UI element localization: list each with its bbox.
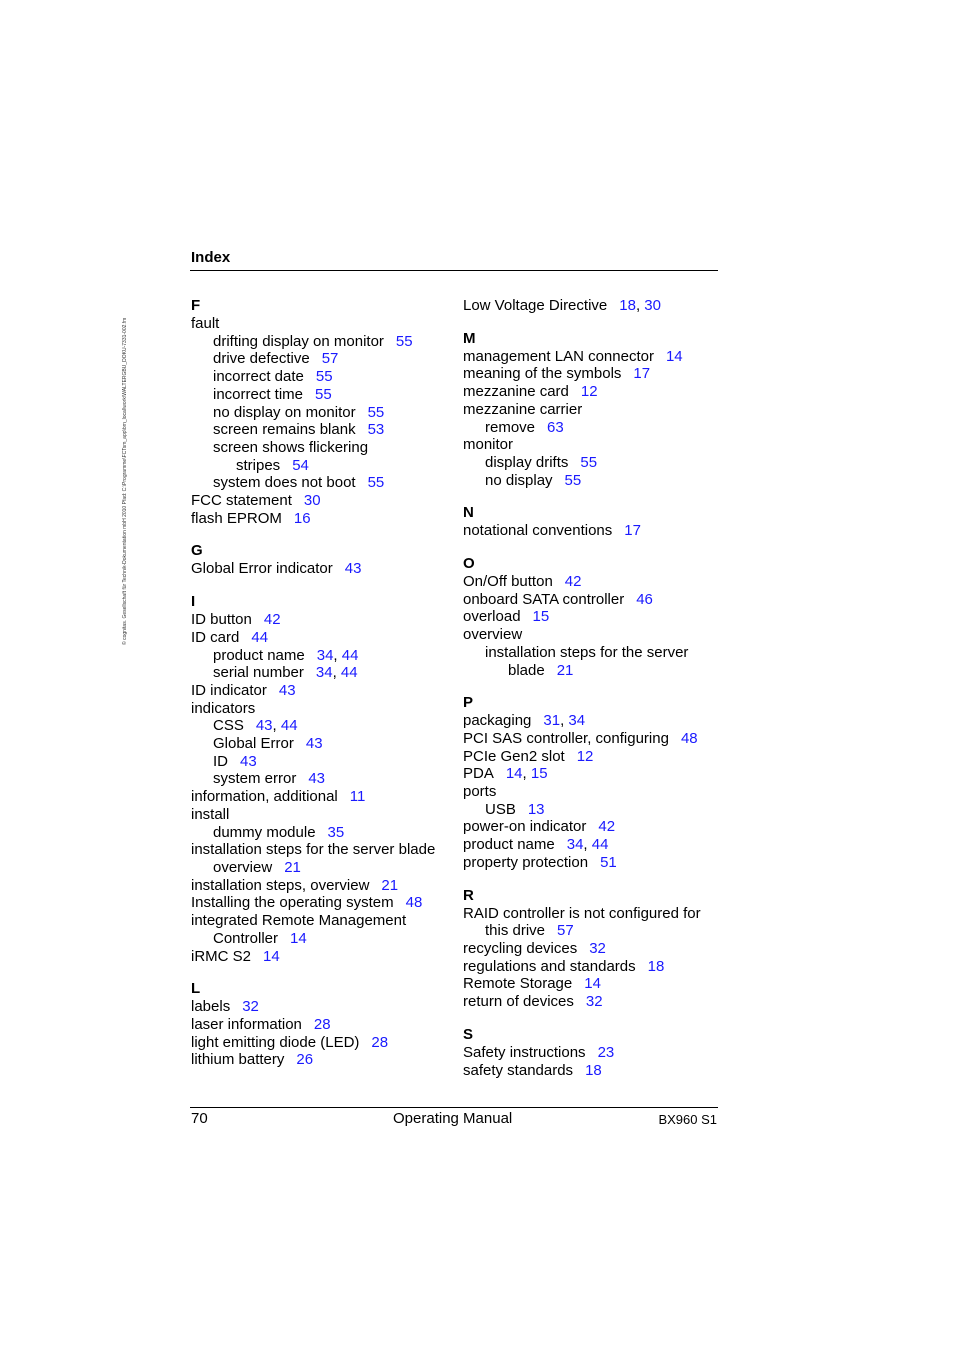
- page-refs: 31, 34: [543, 712, 586, 730]
- section-letter: S: [463, 1025, 474, 1043]
- index-entry: [191, 404, 451, 422]
- page-refs: [533, 608, 550, 625]
- entry-text: packaging: [463, 712, 532, 730]
- index-entry: [191, 770, 451, 788]
- page-link[interactable]: 43: [278, 681, 296, 699]
- page-link[interactable]: 51: [600, 853, 617, 871]
- page-link[interactable]: 44: [591, 836, 609, 854]
- index-entry: [463, 730, 723, 748]
- entry-text: USB: [485, 800, 516, 818]
- index-column-left: [191, 297, 451, 1084]
- section-letter: R: [463, 886, 474, 904]
- page-link[interactable]: 55: [580, 453, 598, 471]
- page-refs: [396, 333, 413, 350]
- section-letter: O: [463, 555, 475, 573]
- page-refs: 34, 44: [316, 646, 359, 664]
- page-link[interactable]: 28: [371, 1033, 389, 1051]
- page-refs: 18, 30: [619, 297, 661, 314]
- entry-text: flash EPROM: [191, 509, 282, 527]
- index-entry: [463, 748, 723, 766]
- entry-text: return of devices: [463, 993, 574, 1011]
- page-refs: [598, 1044, 615, 1061]
- entry-text: information, additional: [191, 788, 338, 806]
- page-link[interactable]: 30: [303, 492, 321, 510]
- entry-text: CSS: [213, 717, 244, 735]
- page-refs: [328, 824, 345, 841]
- index-entry: [191, 474, 451, 492]
- page-link[interactable]: 32: [585, 993, 603, 1011]
- page-link[interactable]: 57: [557, 922, 574, 940]
- entry-text: ID card: [191, 628, 240, 646]
- page-refs: [681, 730, 698, 747]
- entry-text: stripes: [236, 456, 281, 474]
- entry-text: ID: [213, 752, 228, 770]
- side-note-text: © cognitas. Gesellschaft für Technik-Dokumentation mbH 2010 Pfad: C:\Programme\FCTsm_app\bm_local\work\WALTERGBU_DOKU-7331-002.fm: [122, 317, 128, 645]
- page-refs: 34, 44: [566, 836, 609, 854]
- entry-text: system error: [213, 770, 297, 788]
- index-entry: [191, 1051, 451, 1069]
- entry-text: onboard SATA controller: [463, 590, 625, 608]
- page-link[interactable]: 44: [280, 717, 298, 735]
- page-refs: [350, 788, 366, 805]
- page-link[interactable]: 13: [527, 800, 545, 818]
- page-refs: [345, 560, 362, 577]
- page-title: Index: [191, 249, 231, 266]
- page-link[interactable]: 55: [367, 403, 385, 421]
- page-refs: [316, 368, 333, 385]
- index-entry: [463, 783, 723, 801]
- index-entry: [191, 948, 451, 966]
- entry-text: labels: [191, 998, 231, 1016]
- page-link[interactable]: 55: [315, 385, 332, 403]
- page-link[interactable]: 23: [597, 1043, 615, 1061]
- index-entry: [463, 608, 723, 626]
- page-link[interactable]: 14: [505, 765, 523, 783]
- entry-text: overload: [463, 608, 521, 626]
- index-entry: [191, 682, 451, 700]
- entry-text: On/Off button: [463, 573, 553, 591]
- page-link[interactable]: 55: [315, 368, 333, 386]
- index-entry: [463, 573, 723, 591]
- entry-text: lithium battery: [191, 1051, 285, 1069]
- page-link[interactable]: 21: [556, 661, 574, 679]
- entry-text: integrated Remote Management: [191, 912, 407, 930]
- header-divider: [190, 270, 718, 271]
- entry-text: PDA: [463, 765, 494, 783]
- page-refs: [624, 522, 641, 539]
- index-entry: [191, 912, 451, 930]
- entry-text: drifting display on monitor: [213, 332, 384, 350]
- index-section: [191, 542, 451, 578]
- entry-text: installation steps, overview: [191, 876, 370, 894]
- index-entry: [463, 297, 723, 315]
- entry-text: product name: [463, 836, 555, 854]
- index-section: [463, 504, 723, 540]
- page-link[interactable]: 12: [580, 383, 598, 401]
- index-entry: [463, 401, 723, 419]
- entry-text: overview: [463, 626, 523, 644]
- page-link[interactable]: 35: [327, 823, 345, 841]
- section-letter: F: [191, 297, 201, 314]
- page-refs: [381, 877, 398, 894]
- index-entry: [191, 664, 451, 682]
- entry-text: system does not boot: [213, 474, 356, 492]
- index-entry: [463, 801, 723, 819]
- index-entry: [463, 626, 723, 644]
- index-entry: [191, 806, 451, 824]
- index-entry: [463, 1044, 723, 1062]
- page-refs: [292, 457, 309, 474]
- page-refs: [577, 748, 594, 765]
- entry-text: regulations and standards: [463, 957, 636, 975]
- page-refs: [600, 854, 617, 871]
- entry-text: display drifts: [485, 453, 569, 471]
- entry-text: drive defective: [213, 350, 310, 368]
- index-entry: [463, 348, 723, 366]
- entry-text: fault: [191, 315, 220, 332]
- index-entry: [463, 1062, 723, 1080]
- entry-text: iRMC S2: [191, 947, 252, 965]
- index-entry: [463, 765, 723, 783]
- page-refs: [290, 930, 307, 947]
- entry-text: screen shows flickering: [213, 438, 369, 456]
- entry-text: recycling devices: [463, 939, 578, 957]
- page-link[interactable]: 43: [308, 770, 326, 788]
- entry-text: indicators: [191, 699, 256, 717]
- page-refs: [251, 629, 268, 646]
- index-entry: [191, 560, 451, 578]
- page-refs: [648, 958, 665, 975]
- index-section: [191, 593, 451, 965]
- index-column-right: [463, 297, 723, 1094]
- page-refs: [547, 419, 564, 436]
- index-entry: [191, 647, 451, 665]
- index-entry: [463, 940, 723, 958]
- entry-text: Installing the operating system: [191, 894, 394, 912]
- page-refs: [284, 859, 301, 876]
- entry-text: no display on monitor: [213, 403, 356, 421]
- index-entry: [463, 454, 723, 472]
- page-link[interactable]: 43: [240, 752, 257, 770]
- page-refs: [322, 350, 339, 367]
- index-entry: [191, 457, 451, 475]
- page-refs: [314, 1016, 331, 1033]
- section-letter: N: [463, 504, 474, 522]
- page-link[interactable]: 14: [290, 929, 307, 947]
- index-entry: [191, 998, 451, 1016]
- page-link[interactable]: 17: [624, 522, 641, 540]
- page-refs: [636, 591, 653, 608]
- page-link[interactable]: 57: [321, 350, 339, 368]
- index-section: [463, 1026, 723, 1079]
- index-section: [463, 694, 723, 871]
- entry-text: incorrect time: [213, 385, 304, 403]
- index-entry: [463, 419, 723, 437]
- page-link[interactable]: 48: [405, 894, 423, 912]
- index-entry: [463, 922, 723, 940]
- page-refs: [306, 735, 323, 752]
- page-refs: [585, 1062, 602, 1079]
- index-entry: [463, 365, 723, 383]
- entry-text: power-on indicator: [463, 818, 587, 836]
- entry-text: ports: [463, 783, 497, 801]
- index-entry: [191, 350, 451, 368]
- side-note: [122, 240, 134, 645]
- entry-text: laser information: [191, 1015, 302, 1033]
- page-refs: [633, 365, 650, 382]
- entry-text: safety standards: [463, 1061, 574, 1079]
- section-letter: M: [463, 329, 476, 347]
- index-section: [463, 297, 723, 315]
- index-entry: [463, 522, 723, 540]
- index-entry: [463, 905, 723, 923]
- page-refs: [263, 948, 280, 965]
- entry-text: no display: [485, 471, 553, 489]
- page-link[interactable]: 18: [619, 297, 636, 314]
- index-section: [191, 297, 451, 527]
- page-link[interactable]: 15: [530, 765, 548, 783]
- entry-text: RAID controller is not configured for: [463, 904, 701, 922]
- page-refs: [580, 454, 597, 471]
- page-link[interactable]: 55: [395, 332, 413, 350]
- index-entry: [191, 510, 451, 528]
- entry-text: mezzanine carrier: [463, 400, 583, 418]
- entry-text: ID indicator: [191, 681, 267, 699]
- index-entry: [463, 836, 723, 854]
- index-entry: [191, 930, 451, 948]
- page-link[interactable]: 42: [564, 573, 582, 591]
- footer-divider: [190, 1107, 718, 1108]
- index-entry: [191, 611, 451, 629]
- index-entry: [463, 818, 723, 836]
- index-entry: [191, 1034, 451, 1052]
- entry-text: blade: [508, 661, 545, 679]
- entry-text: property protection: [463, 853, 589, 871]
- page-link[interactable]: 63: [547, 418, 564, 436]
- index-entry: [191, 700, 451, 718]
- page-link[interactable]: 43: [344, 560, 362, 578]
- entry-text: install: [191, 805, 230, 823]
- index-entry: [191, 386, 451, 404]
- entry-text: PCIe Gen2 slot: [463, 747, 565, 765]
- index-entry: [191, 824, 451, 842]
- index-entry: [191, 333, 451, 351]
- entry-text: Safety instructions: [463, 1043, 586, 1061]
- page-refs: [368, 474, 385, 491]
- index-entry: [463, 712, 723, 730]
- page-refs: [586, 993, 603, 1010]
- page-link[interactable]: 26: [296, 1051, 314, 1069]
- index-entry: [191, 753, 451, 771]
- entry-text: Remote Storage: [463, 975, 573, 993]
- page-link[interactable]: 15: [532, 608, 550, 626]
- page-link[interactable]: 32: [589, 939, 606, 957]
- index-section: [463, 330, 723, 490]
- page-link[interactable]: 43: [305, 735, 323, 753]
- entry-text: meaning of the symbols: [463, 365, 622, 383]
- index-entry: [463, 854, 723, 872]
- entry-text: product name: [213, 646, 305, 664]
- index-entry: [191, 841, 451, 859]
- page-link[interactable]: 42: [263, 611, 281, 629]
- page-link[interactable]: 34: [568, 712, 586, 730]
- page-link[interactable]: 12: [576, 747, 594, 765]
- page-link[interactable]: 55: [564, 471, 582, 489]
- index-section: [191, 980, 451, 1069]
- entry-text: incorrect date: [213, 368, 304, 386]
- page-link[interactable]: 16: [293, 509, 311, 527]
- section-letter: I: [191, 593, 196, 611]
- page-refs: [565, 573, 582, 590]
- index-entry: [463, 472, 723, 490]
- index-entry: [191, 735, 451, 753]
- entry-text: management LAN connector: [463, 347, 654, 365]
- index-entry: [191, 717, 451, 735]
- entry-text: overview: [213, 858, 273, 876]
- index-entry: [191, 859, 451, 877]
- index-entry: [191, 421, 451, 439]
- section-letter: G: [191, 542, 203, 560]
- entry-text: light emitting diode (LED): [191, 1033, 360, 1051]
- index-entry: [463, 958, 723, 976]
- page-link[interactable]: 34: [566, 836, 584, 854]
- entry-text: mezzanine card: [463, 383, 569, 401]
- page-link[interactable]: 44: [340, 664, 358, 682]
- page-link[interactable]: 17: [633, 365, 651, 383]
- entry-text: remove: [485, 418, 536, 436]
- index-entry: [191, 894, 451, 912]
- page-refs: [581, 383, 598, 400]
- index-entry: [191, 1016, 451, 1034]
- page-refs: [294, 510, 311, 527]
- entry-text: ID button: [191, 611, 252, 629]
- index-entry: [191, 315, 451, 333]
- page-link[interactable]: 18: [585, 1061, 602, 1079]
- index-entry: [463, 436, 723, 454]
- page-refs: [368, 404, 385, 421]
- page-refs: [598, 818, 615, 835]
- page-link[interactable]: 34: [315, 664, 333, 682]
- page-link[interactable]: 54: [292, 456, 309, 474]
- page-link[interactable]: 14: [263, 947, 280, 965]
- page-refs: [242, 998, 259, 1015]
- page-link[interactable]: 11: [349, 788, 366, 806]
- entry-text: installation steps for the server blade: [191, 841, 436, 859]
- page-refs: [240, 753, 257, 770]
- page-link[interactable]: 34: [316, 646, 334, 664]
- section-letter: P: [463, 694, 474, 712]
- page-refs: [565, 472, 582, 489]
- page-refs: 14, 15: [505, 765, 548, 783]
- page-link[interactable]: 18: [647, 957, 665, 975]
- page-refs: [528, 801, 545, 818]
- page-link[interactable]: 14: [584, 975, 601, 993]
- page-refs: [589, 940, 606, 957]
- index-entry: [191, 368, 451, 386]
- entry-text: monitor: [463, 436, 514, 454]
- page-refs: [406, 894, 423, 911]
- page-link[interactable]: 55: [367, 474, 385, 492]
- page-link[interactable]: 44: [251, 628, 269, 646]
- page-link[interactable]: 28: [313, 1015, 331, 1033]
- section-letter: L: [191, 980, 201, 998]
- entry-text: notational conventions: [463, 522, 613, 540]
- index-entry: [463, 383, 723, 401]
- page-refs: 43, 44: [255, 717, 298, 735]
- page-link[interactable]: 21: [381, 876, 399, 894]
- entry-text: FCC statement: [191, 492, 292, 510]
- index-entry: [191, 439, 451, 457]
- page-refs: [584, 975, 601, 992]
- index-entry: [191, 629, 451, 647]
- entry-text: installation steps for the server: [485, 643, 689, 661]
- page-link[interactable]: 43: [255, 717, 273, 735]
- page-refs: [296, 1051, 313, 1068]
- page-refs: [368, 421, 385, 438]
- page-link[interactable]: 21: [284, 858, 301, 876]
- page-link[interactable]: 46: [636, 590, 653, 608]
- entry-text: PCI SAS controller, configuring: [463, 729, 669, 747]
- page-refs: [557, 662, 574, 679]
- page-refs: [264, 611, 281, 628]
- page-link[interactable]: 53: [367, 421, 385, 439]
- index-entry: [463, 662, 723, 680]
- entry-text: dummy module: [213, 823, 316, 841]
- page-refs: [666, 348, 683, 365]
- index-entry: [191, 492, 451, 510]
- index-section: [463, 887, 723, 1011]
- page-refs: [279, 682, 296, 699]
- page-refs: [315, 386, 332, 403]
- page-refs: [557, 922, 574, 939]
- index-section: [463, 555, 723, 679]
- product-model: BX960 S1: [658, 1112, 717, 1127]
- page-link[interactable]: 44: [341, 646, 359, 664]
- index-entry: [463, 644, 723, 662]
- document-title: Operating Manual: [393, 1110, 513, 1127]
- page-link[interactable]: 14: [665, 347, 683, 365]
- entry-text: Low Voltage Directive: [463, 297, 608, 314]
- page-link[interactable]: 42: [598, 818, 616, 836]
- index-entry: [463, 975, 723, 993]
- entry-text: screen remains blank: [213, 421, 356, 439]
- page-refs: 34, 44: [315, 664, 358, 682]
- index-entry: [463, 591, 723, 609]
- entry-text: serial number: [213, 664, 304, 682]
- page-number: 70: [191, 1110, 208, 1127]
- page-link[interactable]: 31: [543, 712, 561, 730]
- page-link[interactable]: 32: [242, 998, 259, 1016]
- page-refs: [308, 770, 325, 787]
- page-refs: [371, 1034, 388, 1051]
- page-refs: [304, 492, 321, 509]
- page-link[interactable]: 48: [680, 729, 698, 747]
- index-entry: [463, 993, 723, 1011]
- entry-text: Global Error indicator: [191, 560, 333, 578]
- index-entry: [191, 877, 451, 895]
- entry-text: Controller: [213, 929, 279, 947]
- page-link[interactable]: 30: [644, 297, 661, 314]
- index-entry: [191, 788, 451, 806]
- entry-text: Global Error: [213, 735, 294, 753]
- entry-text: this drive: [485, 922, 546, 940]
